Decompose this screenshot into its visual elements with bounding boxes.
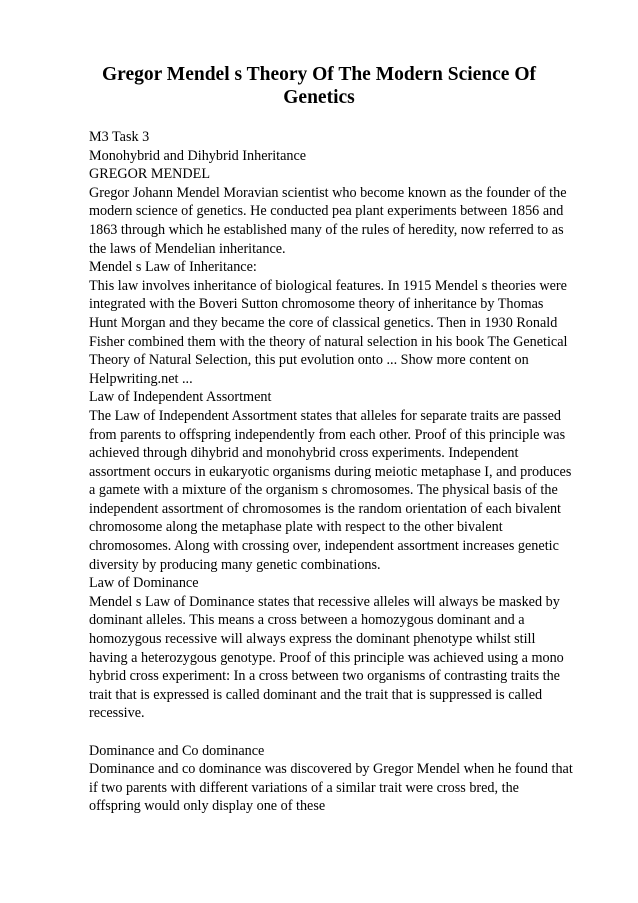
text-line: Law of Dominance (89, 575, 199, 592)
text-line: from parents to offspring independently from each other. Proof of this principle was (89, 426, 566, 443)
text-line: modern science of genetics. He conducted pea plant experiments between 1856 and (89, 203, 564, 220)
text-line: Dominance and co dominance was discovered by Gregor Mendel when he found that (89, 761, 573, 778)
text-line: Fisher combined them with the theory of natural selection in his book The Genetical (89, 333, 568, 350)
text-line: trait that is expressed is called dominant and the trait that is suppressed is called (89, 686, 543, 703)
page-title (100, 63, 538, 109)
text-line: integrated with the Boveri Sutton chromosome theory of inheritance by Thomas (89, 296, 544, 313)
text-line: independent assortment of chromosomes is the random orientation of each bivalent (89, 500, 561, 517)
title-line: Genetics (283, 87, 355, 108)
document-body (89, 128, 589, 816)
text-line: assortment occurs in eukaryotic organisms during meiotic metaphase I, and produces (89, 463, 572, 480)
text-line: Mendel s Law of Dominance states that recessive alleles will always be masked by (89, 593, 560, 610)
text-line: This law involves inheritance of biological features. In 1915 Mendel s theories were (89, 277, 567, 294)
text-line: Dominance and Co dominance (89, 742, 265, 759)
text-line: recessive. (89, 705, 145, 722)
text-line: homozygous recessive will always express the dominant phenotype whilst still (89, 631, 536, 648)
text-line: having a heterozygous genotype. Proof of this principle was achieved using a mono (89, 649, 564, 666)
text-line: offspring would only display one of these (89, 798, 326, 815)
text-line: hybrid cross experiment: In a cross between two organisms of contrasting traits the (89, 668, 560, 685)
text-line: Gregor Johann Mendel Moravian scientist who become known as the founder of the (89, 184, 567, 201)
text-line: dominant alleles. This means a cross between a homozygous dominant and a (89, 612, 525, 629)
text-line: Mendel s Law of Inheritance: (89, 259, 257, 276)
text-line: M3 Task 3 (89, 129, 150, 145)
text-line: Helpwriting.net ... (89, 370, 193, 387)
text-line: if two parents with different variations of a similar trait were cross bred, the (89, 779, 519, 796)
text-line: Monohybrid and Dihybrid Inheritance (89, 147, 307, 164)
paragraph (89, 742, 589, 816)
text-line: chromosomes. Along with crossing over, independent assortment increases genetic (89, 538, 559, 555)
text-line: Law of Independent Assortment (89, 389, 272, 406)
text-line: the laws of Mendelian inheritance. (89, 240, 286, 257)
text-line: achieved through dihybrid and monohybrid cross experiments. Independent (89, 445, 519, 462)
text-line: diversity by producing many genetic combinations. (89, 556, 381, 573)
paragraph-gap (89, 723, 589, 742)
paragraph (89, 128, 589, 723)
text-line: GREGOR MENDEL (89, 166, 210, 183)
text-line: 1863 through which he established many of the rules of heredity, now referred to as (89, 221, 564, 238)
text-line: The Law of Independent Assortment states that alleles for separate traits are passed (89, 407, 561, 424)
text-line: Theory of Natural Selection, this put evolution onto ... Show more content on (89, 352, 529, 369)
text-line: Hunt Morgan and they became the core of classical genetics. Then in 1930 Ronald (89, 314, 558, 331)
text-line: chromosome along the metaphase plate with respect to the other bivalent (89, 519, 503, 536)
title-line: Gregor Mendel s Theory Of The Modern Science Of (101, 64, 536, 85)
text-line: a gamete with a mixture of the organism s chromosomes. The physical basis of the (89, 482, 558, 499)
